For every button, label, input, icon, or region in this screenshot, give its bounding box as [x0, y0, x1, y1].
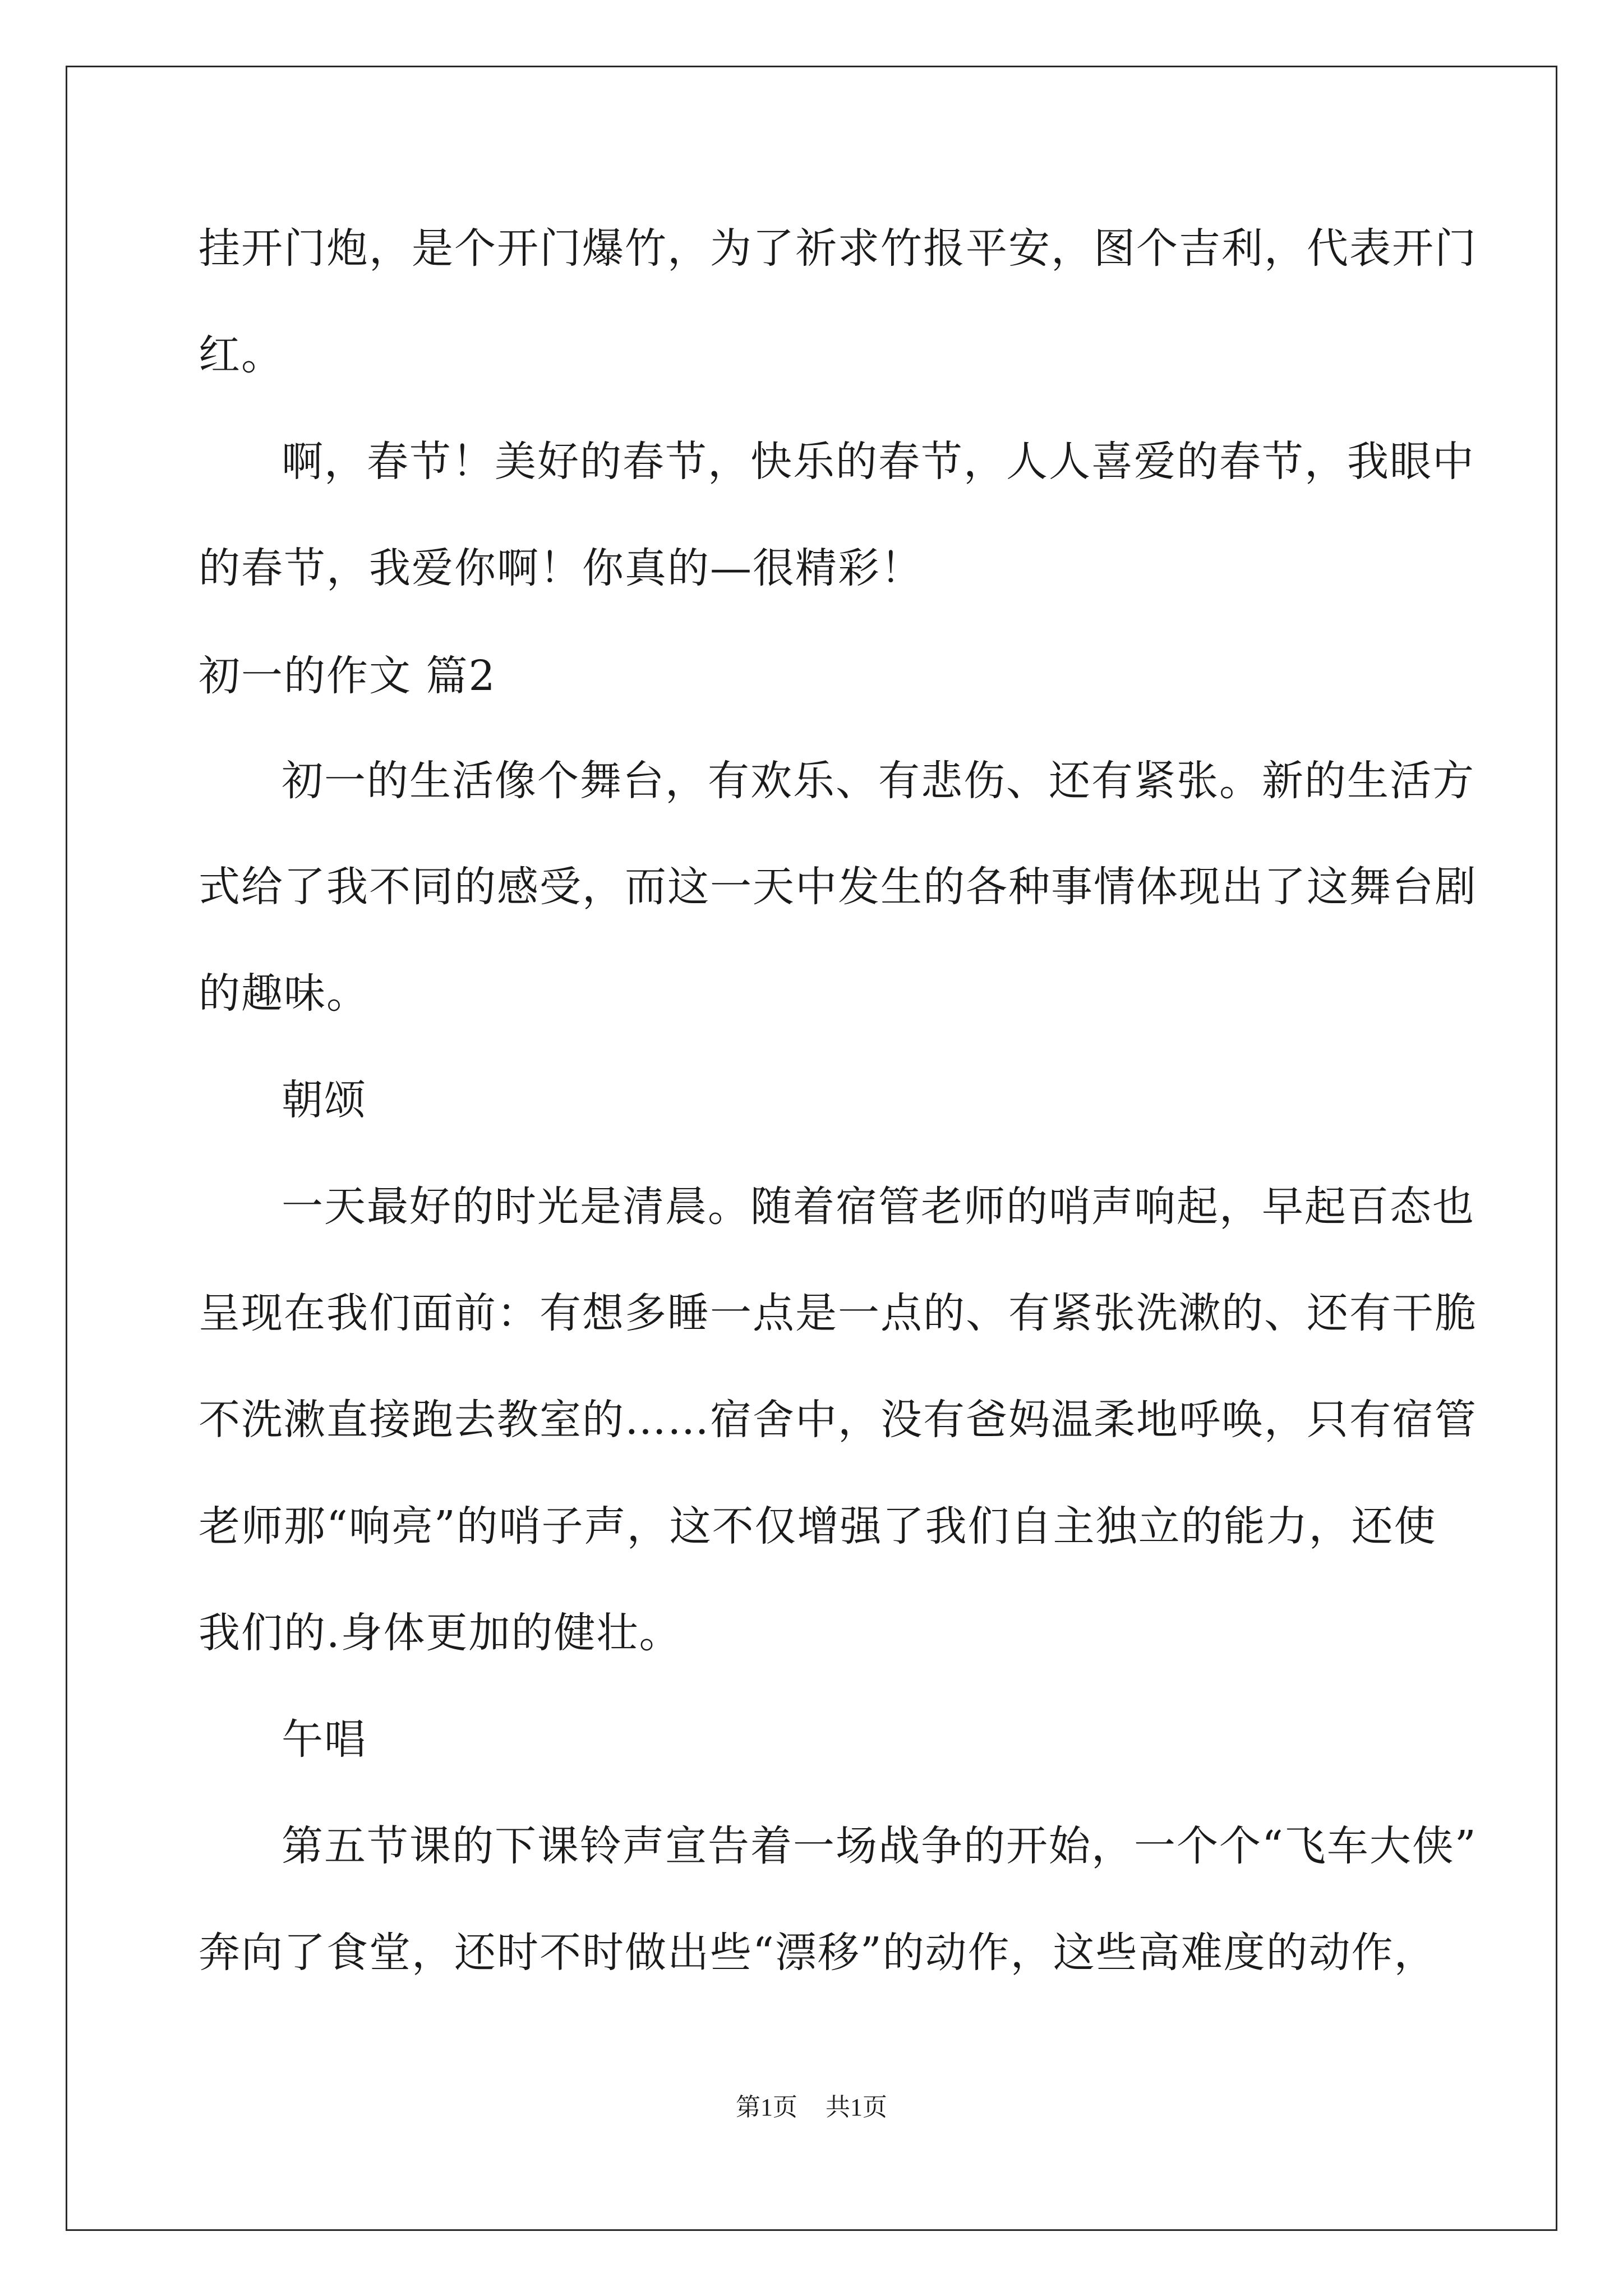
body-line: 初一的生活像个舞台，有欢乐、有悲伤、还有紧张。新的生活方: [282, 757, 1475, 805]
body-line: 的趣味。: [199, 969, 369, 1018]
page-count: 共1页: [826, 2093, 887, 2121]
body-line: 红。: [199, 331, 284, 379]
body-line: 式给了我不同的感受，而这一天中发生的各种事情体现出了这舞台剧: [199, 863, 1477, 911]
body-line: 不洗漱直接跑去教室的……宿舍中，没有爸妈温柔地呼唤，只有宿管: [199, 1396, 1477, 1444]
page-number: 第1页: [736, 2093, 797, 2121]
body-line: 啊，春节！美好的春节，快乐的春节，人人喜爱的春节，我眼中: [282, 438, 1475, 486]
body-line: 老师那“响亮”的哨子声，这不仅增强了我们自主独立的能力，还使: [199, 1502, 1437, 1550]
body-line: 第五节课的下课铃声宣告着一场战争的开始，一个个“飞车大侠”: [282, 1822, 1477, 1870]
body-line: 挂开门炮，是个开门爆竹，为了祈求竹报平安，图个吉利，代表开门: [199, 224, 1477, 273]
body-line: 呈现在我们面前：有想多睡一点是一点的、有紧张洗漱的、还有干脆: [199, 1289, 1477, 1337]
page-footer: [0, 2095, 1623, 2120]
page-frame: [66, 66, 1557, 2231]
body-line: 的春节，我爱你啊！你真的—很精彩！: [199, 544, 923, 592]
body-line: 我们的.身体更加的健壮。: [199, 1609, 682, 1657]
body-line: 一天最好的时光是清晨。随着宿管老师的哨声响起，早起百态也: [282, 1182, 1475, 1231]
subheading: 朝颂: [282, 1076, 367, 1124]
subheading: 午唱: [282, 1715, 367, 1764]
body-line: 奔向了食堂，还时不时做出些“漂移”的动作，这些高难度的动作，: [199, 1929, 1437, 1977]
section-heading: 初一的作文 篇2: [199, 652, 496, 700]
